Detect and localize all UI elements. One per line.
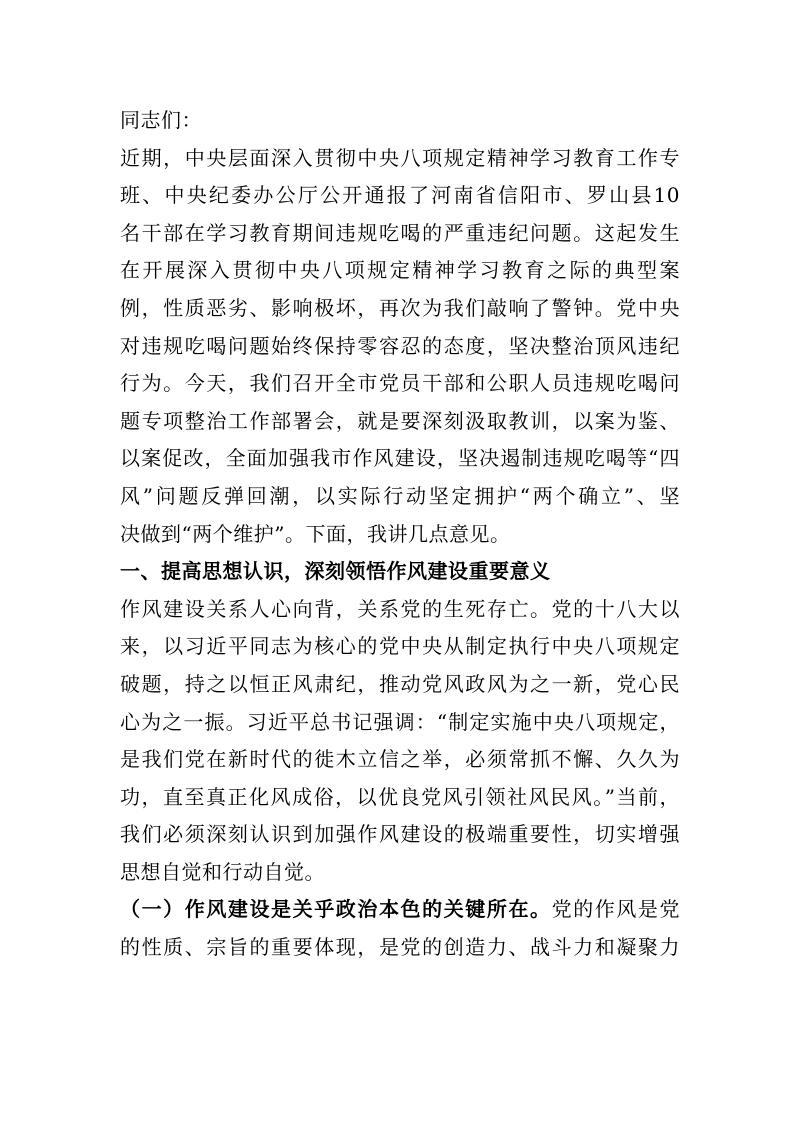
text-line: 对违规吃喝问题始终保持零容忍的态度，坚决整治顶风违纪 — [120, 333, 680, 358]
text-line: 来，以习近平同志为核心的党中央从制定执行中央八项规定 — [120, 634, 680, 659]
text-line: 决做到“两个维护”。下面，我讲几点意见。 — [120, 521, 511, 546]
text-line: 是我们党在新时代的徙木立信之举，必须常抓不懈、久久为 — [120, 747, 680, 772]
text-line: 作风建设关系人心向背，关系党的生死存亡。党的十八大以 — [120, 596, 680, 621]
text-line: 心为之一振。习近平总书记强调：“制定实施中央八项规定， — [120, 709, 680, 734]
text-line: 在开展深入贯彻中央八项规定精神学习教育之际的典型案 — [120, 258, 680, 283]
subsection-line — [120, 891, 680, 929]
text-line: 的性质、宗旨的重要体现，是党的创造力、战斗力和凝聚力 — [120, 935, 680, 960]
paragraph-subsection-1 — [120, 891, 680, 966]
document-page — [120, 102, 680, 967]
section-heading: 一、提高思想认识，深刻领悟作风建设重要意义 — [120, 559, 551, 584]
greeting-line: 同志们： — [120, 108, 202, 132]
paragraph-intro — [120, 140, 680, 554]
text-line: 我们必须深刻认识到加强作风建设的极端重要性，切实增强 — [120, 822, 680, 847]
subsection-title: （一）作风建设是关乎政治本色的关键所在。 — [120, 897, 552, 922]
text-line: 行为。今天，我们召开全市党员干部和公职人员违规吃喝问 — [120, 371, 680, 396]
paragraph-section-1 — [120, 591, 680, 892]
subsection-text: 党的作风是党 — [551, 897, 681, 922]
text-line: 功，直至真正化风成俗，以优良党风引领社风民风。”当前， — [120, 784, 680, 809]
text-line: 思想自觉和行动自觉。 — [120, 859, 325, 884]
text-line: 例，性质恶劣、影响极坏，再次为我们敲响了警钟。党中央 — [120, 295, 680, 320]
text-line: 名干部在学习教育期间违规吃喝的严重违纪问题。这起发生 — [120, 220, 680, 245]
text-line: 班、中央纪委办公厅公开通报了河南省信阳市、罗山县10 — [120, 183, 680, 208]
text-line: 题专项整治工作部署会，就是要深刻汲取教训，以案为鉴、 — [120, 408, 680, 433]
text-line: 破题，持之以恒正风肃纪，推动党风政风为之一新，党心民 — [120, 671, 680, 696]
text-line: 风”问题反弹回潮，以实际行动坚定拥护“两个确立”、坚 — [120, 483, 680, 508]
text-line: 近期，中央层面深入贯彻中央八项规定精神学习教育工作专 — [120, 145, 680, 170]
text-line: 以案促改，全面加强我市作风建设，坚决遏制违规吃喝等“四 — [120, 446, 680, 471]
